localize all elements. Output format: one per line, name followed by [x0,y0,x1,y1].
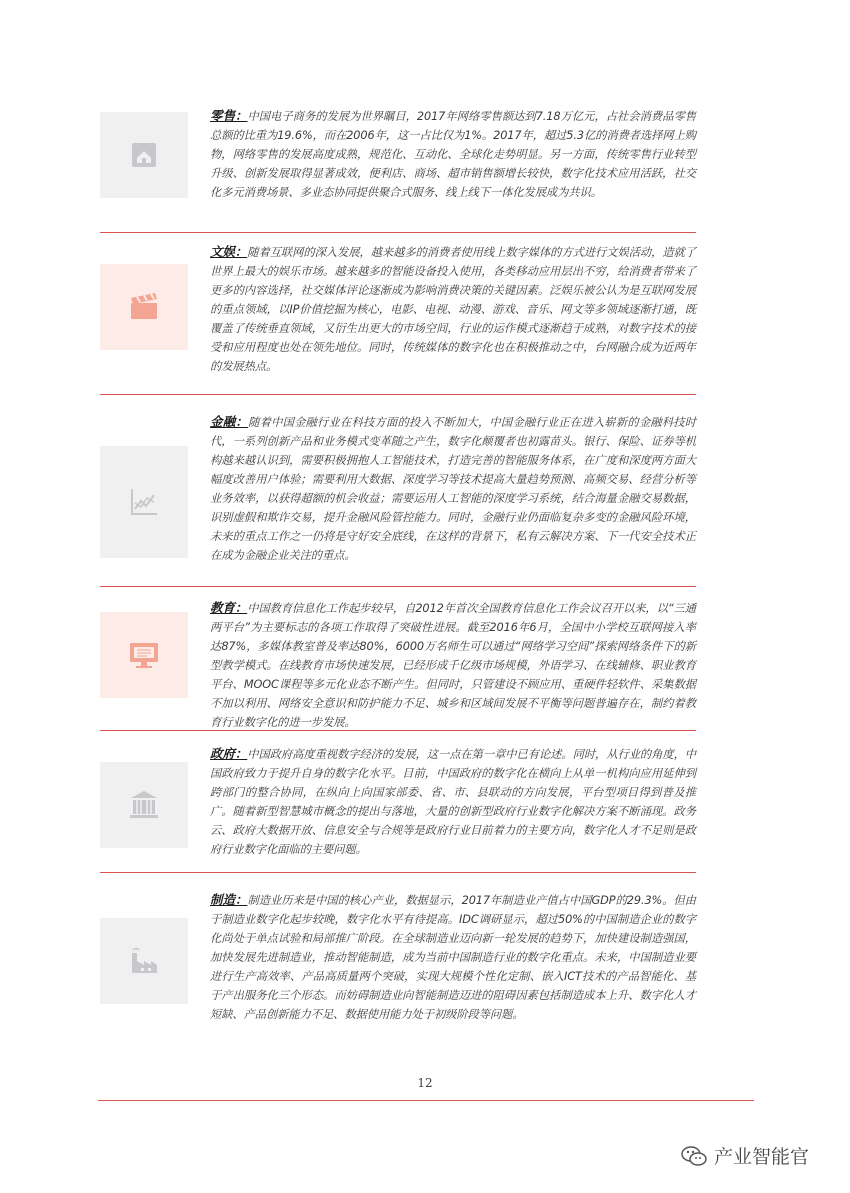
page-number: 12 [417,1076,433,1090]
section-finance [100,412,696,582]
entertainment-body: 随着互联网的深入发展，越来越多的消费者使用线上数字媒体的方式进行文娱活动，造就了世界上最大的娱乐市场。越来越多的智能设备投入使用，各类移动应用层出不穷，给消费者带来了更多的内容选择，社交媒体评论逐渐成为影响消费决策的关键因素。泛娱乐被公认为是互联网发展的重点领域，以IP价值挖掘为核心，电影、电视、动漫、游戏、音乐、网文等多领域逐渐打通，既覆盖了传统垂直领域，又衍生出更大的市场空间，行业的运作模式逐渐趋于成熟，对数字技术的接受和应用程度也处在领先地位。同时，传统媒体的数字化也在积极推动之中，台网融合成为近两年的发展热点。 [210,246,696,373]
education-paragraph [210,598,696,732]
government-building-icon [127,788,161,822]
footer-divider [98,1100,754,1101]
divider [100,872,696,873]
section-education [100,598,696,728]
watermark [680,1142,809,1169]
divider [100,730,696,731]
retail-label: 零售： [210,108,248,123]
watermark-text: 产业智能官 [714,1146,810,1168]
divider [100,394,696,395]
chart-icon [127,485,161,519]
education-label: 教育： [210,600,248,615]
factory-icon [127,944,161,978]
manufacturing-body: 制造业历来是中国的核心产业，数据显示，2017年制造业产值占中国GDP的29.3%。但由于制造业数字化起步较晚，数字化水平有待提高。IDC调研显示，超过50%的中国制造企业的数字化尚处于单点试验和局部推广阶段。在全球制造业迈向新一轮发展的趋势下，加快建设制造强国，加快发展先进制造业，推动智能制造，成为当前中国制造行业的数字化重点。未来，中国制造业要进行生产高效率、产品高质量两个突破，实现大规模个性化定制、嵌入ICT技术的产品智能化、基于产出服务化三个形态。而妨碍制造业向智能制造迈进的阻碍因素包括制造成本上升、数字化人才短缺、产品创新能力不足、数据使用能力处于初级阶段等问题。 [210,894,696,1021]
manufacturing-icon-box [100,918,188,1004]
section-manufacturing [100,890,696,1030]
finance-label: 金融： [210,414,249,429]
finance-body: 随着中国金融行业在科技方面的投入不断加大，中国金融行业正在进入崭新的金融科技时代，一系列创新产品和业务模式变革随之产生，数字化颠覆者也初露苗头。银行、保险、证券等机构越来越认识到，需要积极拥抱人工智能技术，打造完善的智能服务体系，在广度和深度两方面大幅度改善用户体验；需要利用大数据、深度学习等技术提高大量趋势预测、高频交易、经营分析等业务效率，以获得超额的机会收益；需要运用人工智能的深度学习系统，结合海量金融交易数据，识别虚假和欺诈交易，提升金融风险管控能力。同时，金融行业仍面临复杂多变的金融风险环境，未来的重点工作之一仍将是守好安全底线，在这样的背景下，私有云解决方案、下一代安全技术正在成为金融企业关注的重点。 [210,416,696,562]
wechat-icon [680,1144,708,1168]
government-icon-box [100,762,188,848]
shop-icon [127,138,161,172]
clapperboard-icon [127,290,161,324]
divider [100,586,696,587]
entertainment-icon-box [100,264,188,350]
government-label: 政府： [210,746,248,761]
entertainment-label: 文娱： [210,244,248,259]
monitor-icon [127,638,161,672]
education-body: 中国教育信息化工作起步较早，自2012年首次全国教育信息化工作会议召开以来，以“三通两平台”为主要标志的各项工作取得了突破性进展。截至2016年6月，全国中小学校互联网接入率达87%，多媒体教室普及率达80%，6000万名师生可以通过“网络学习空间”探索网络条件下的新型教学模式。在线教育市场快速发展，已经形成千亿级市场规模，外语学习、在线辅修、职业教育平台、MOOC课程等多元化业态不断产生。但同时，只管建设不顾应用、重硬件轻软件、采集数据不加以利用、网络安全意识和防护能力不足、城乡和区域间发展不平衡等问题普遍存在，制约着教育行业数字化的进一步发展。 [210,602,696,729]
finance-icon-box [100,446,188,558]
education-icon-box [100,612,188,698]
government-body: 中国政府高度重视数字经济的发展，这一点在第一章中已有论述。同时，从行业的角度，中国政府致力于提升自身的数字化水平。目前，中国政府的数字化在横向上从单一机构向应用延伸到跨部门的整合协同，在纵向上向国家部委、省、市、县联动的方向发展，平台型项目得到普及推广。随着新型智慧城市概念的提出与落地，大量的创新型政府行业数字化解决方案不断涌现。政务云、政府大数据开放、信息安全与合规等是政府行业目前着力的主要方向，数字化人才不足则是政府行业数字化面临的主要问题。 [210,748,696,856]
section-entertainment [100,242,696,392]
retail-icon-box [100,112,188,198]
divider [100,232,696,233]
entertainment-paragraph [210,242,696,376]
retail-body: 中国电子商务的发展为世界瞩目，2017年网络零售额达到7.18万亿元，占社会消费品零售总额的比重为19.6%，而在2006年，这一占比仅为1%。2017年，超过5.3亿的消费者选择网上购物，网络零售的发展高度成熟，规范化、互动化、全球化走势明显。另一方面，传统零售行业转型升级、创新发展取得显著成效，便利店、商场、超市销售额增长较快，数字化技术应用活跃，社交化多元消费场景、多业态协同提供聚合式服务、线上线下一体化发展成为共识。 [210,110,697,199]
retail-paragraph [210,106,696,202]
government-paragraph [210,744,696,859]
section-government [100,744,696,864]
section-retail [100,106,696,226]
finance-paragraph [210,412,696,565]
manufacturing-paragraph [210,890,696,1024]
manufacturing-label: 制造： [210,892,248,907]
